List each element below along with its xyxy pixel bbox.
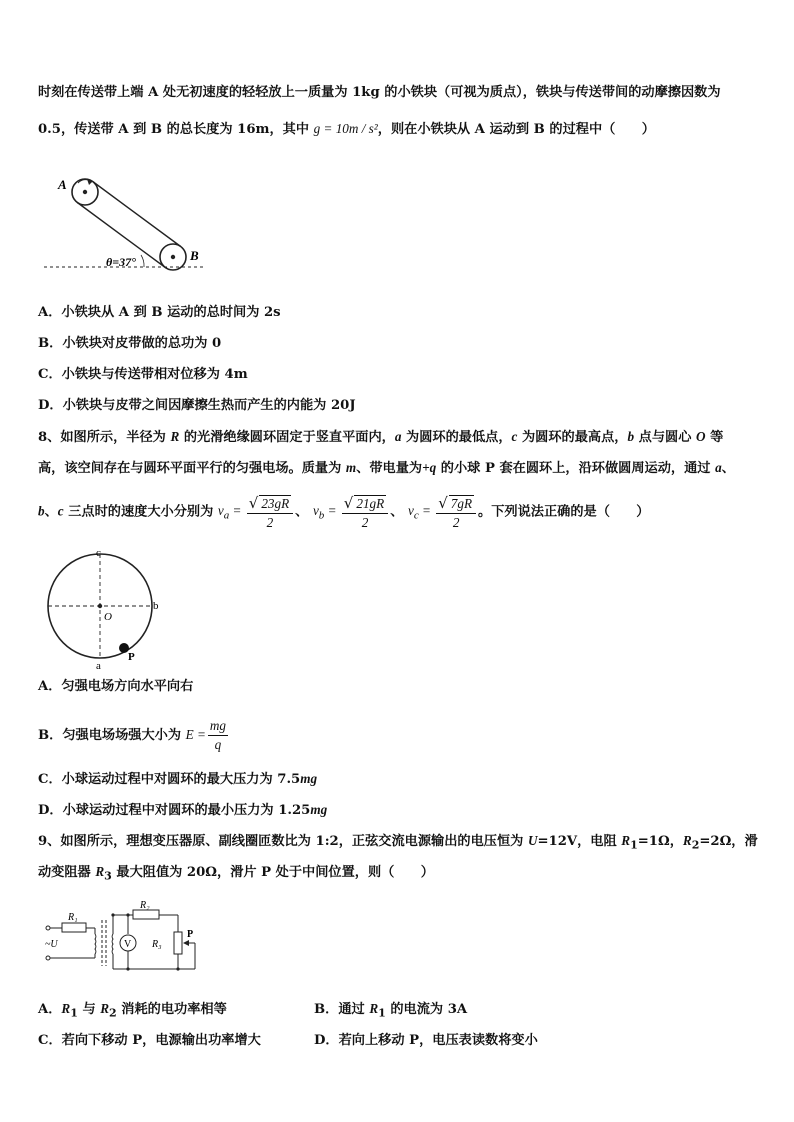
q7-option-d: D．小铁块与皮带之间因摩擦生热而产生的内能为 20J xyxy=(38,398,356,413)
q9-text: 9、如图所示，理想变压器原、副线圈匝数比为 1:2，正弦交流电源输出的电压恒为 xyxy=(38,834,528,849)
q9-var: R xyxy=(682,833,692,848)
voltmeter-label: V xyxy=(124,939,132,950)
q9-text: 与 xyxy=(77,1002,101,1017)
q8-text: 高，该空间存在与圆环平面平行的匀强电场。质量为 xyxy=(38,461,346,476)
q8-text: 等 xyxy=(705,430,724,445)
numerator: mg xyxy=(208,718,228,736)
q8-var: O xyxy=(696,429,706,444)
q9-sub: 1 xyxy=(70,1006,78,1020)
point-b-label: b xyxy=(153,600,159,612)
q9-sub: 1 xyxy=(378,1006,386,1020)
q9-text: 动变阻器 xyxy=(38,865,96,880)
field-fraction xyxy=(208,718,228,753)
angle-label: θ=37° xyxy=(106,255,136,269)
denominator: 2 xyxy=(266,515,274,530)
velocity-c-formula: $v_c$ = $\frac{√ 7gR}{2}$ xyxy=(408,503,478,518)
q8-text: 、 xyxy=(390,504,404,520)
q8-text: 、 xyxy=(721,461,735,476)
r3-label: R₃ xyxy=(152,939,162,950)
q8-var: mg xyxy=(300,771,318,786)
q9-line1 xyxy=(38,834,758,851)
pulley-b-label: B xyxy=(190,248,199,263)
denominator: 2 xyxy=(452,515,460,530)
q8-line3 xyxy=(38,494,649,531)
q9-line2 xyxy=(38,865,434,882)
q9-var: R xyxy=(61,1001,71,1016)
q8-line2 xyxy=(38,461,735,475)
q8-var: c xyxy=(511,429,518,444)
q9-sub: 2 xyxy=(109,1006,117,1020)
q9-text: =2Ω，滑 xyxy=(699,834,758,849)
v-sym: v xyxy=(312,503,319,519)
velocity-b-formula: $v_b$ = $\frac{√ 21gR}{2}$ xyxy=(313,503,390,518)
q8-text: C．小球运动过程中对圆环的最大压力为 7.5 xyxy=(38,772,301,787)
source-u-label: ~U xyxy=(45,939,58,950)
field-symbol: E = xyxy=(185,726,206,742)
denominator: 2 xyxy=(361,515,369,530)
q8-var: c xyxy=(57,503,64,519)
q8-text: 、 xyxy=(44,504,58,520)
pulley-a-label: A xyxy=(58,177,67,192)
q8-line1 xyxy=(38,430,723,444)
q9-text: 最大阻值为 20Ω，滑片 P 处于中间位置，则（ ） xyxy=(111,865,434,880)
q9-sub: 2 xyxy=(691,838,700,852)
q9-option-d: D．若向上移动 P，电压表读数将变小 xyxy=(314,1033,538,1048)
q9-var: U xyxy=(527,833,538,848)
q8-text: 、带电量为 xyxy=(356,461,423,476)
q7-line1: 时刻在传送带上端 A 处无初速度的轻轻放上一质量为 1kg 的小铁块（可视为质点），铁块与传送带间的动摩擦因数为 xyxy=(38,85,721,100)
q7-line2-post: ，则在小铁块从 A 运动到 B 的过程中（ ） xyxy=(377,122,655,137)
q9-var: R xyxy=(100,1001,110,1016)
q8-option-c xyxy=(38,772,317,786)
q7-option-b: B．小铁块对皮带做的总功为 0 xyxy=(38,336,222,351)
radicand: 23gR xyxy=(261,496,290,511)
q7-option-c: C．小铁块与传送带相对位移为 4m xyxy=(38,367,248,382)
v-sub: a xyxy=(223,510,230,523)
q9-sub: 3 xyxy=(104,869,112,883)
q8-var: +q xyxy=(422,460,437,475)
fraction: $\frac{√ 21gR}{2}$ xyxy=(342,494,388,531)
q8-text: D．小球运动过程中对圆环的最小压力为 1.25 xyxy=(38,803,311,818)
q8-var: R xyxy=(170,429,180,444)
fraction: $\frac{√ 23gR}{2}$ xyxy=(247,494,293,531)
q9-option-c: C．若向下移动 P，电源输出功率增大 xyxy=(38,1033,261,1048)
q9-text: =1Ω， xyxy=(637,834,683,849)
q8-option-d xyxy=(38,803,327,817)
fraction: $\frac{√ 7gR}{2}$ xyxy=(436,494,476,531)
q8-text: 为圆环的最高点， xyxy=(517,430,628,445)
v-sym: v xyxy=(217,503,224,519)
transformer-circuit-figure xyxy=(40,898,210,978)
q8-var: mg xyxy=(310,802,328,817)
radicand: 7gR xyxy=(450,496,473,511)
v-sub: b xyxy=(318,510,325,523)
v-sub: c xyxy=(413,510,419,523)
q9-text: B．通过 xyxy=(314,1002,370,1017)
velocity-a-formula: $v_a$ = $\frac{√ 23gR}{2}$ xyxy=(218,503,295,518)
q8-text: 的光滑绝缘圆环固定于竖直平面内， xyxy=(179,430,395,445)
q8-var: b xyxy=(38,503,45,519)
ball-p-label: P xyxy=(128,651,135,663)
center-o-label: O xyxy=(104,611,112,623)
q8-var: a xyxy=(394,429,402,444)
point-a-label: a xyxy=(96,660,101,672)
r2-label: R₂ xyxy=(140,900,150,911)
q9-var: R xyxy=(369,1001,379,1016)
q9-option-b xyxy=(314,1002,467,1019)
q8-var: a xyxy=(715,460,722,475)
q8-text: 为圆环的最低点， xyxy=(401,430,512,445)
q9-text: 的电流为 3A xyxy=(385,1002,468,1017)
q9-text: 消耗的电功率相等 xyxy=(116,1002,227,1017)
r1-label: R₁ xyxy=(68,912,78,923)
point-c-label: c xyxy=(96,547,101,559)
q9-option-a xyxy=(38,1002,227,1019)
q9-text: =12V，电阻 xyxy=(537,834,622,849)
q8-text: 、 xyxy=(295,504,309,520)
q7-line2-pre: 0.5，传送带 A 到 B 的总长度为 16m，其中 xyxy=(38,122,314,137)
q7-line2 xyxy=(38,122,655,136)
denominator: q xyxy=(214,736,222,752)
q8-text: 三点时的速度大小分别为 xyxy=(63,504,218,520)
q7-gravity-formula: g = 10m / s² xyxy=(313,121,378,136)
q8-text: 8、如图所示，半径为 xyxy=(38,430,171,445)
q8-option-a: A．匀强电场方向水平向右 xyxy=(38,679,194,694)
q8-text: 点与圆心 xyxy=(634,430,697,445)
q8-text: 的小球 P 套在圆环上，沿环做圆周运动，通过 xyxy=(436,461,716,476)
ring-figure xyxy=(44,545,174,675)
conveyor-belt-figure xyxy=(40,165,210,275)
q8-text: 。下列说法正确的是（ ） xyxy=(478,504,650,520)
q9-var: R xyxy=(95,864,105,879)
q8-var: b xyxy=(627,429,635,444)
v-sym: v xyxy=(407,503,414,519)
q8-text: B．匀强电场场强大小为 xyxy=(38,727,186,743)
q9-var: R xyxy=(621,833,631,848)
q8-var: m xyxy=(345,460,357,475)
q7-option-a: A．小铁块从 A 到 B 运动的总时间为 2s xyxy=(38,305,281,320)
slider-p-label: P xyxy=(187,929,194,940)
radicand: 21gR xyxy=(356,496,385,511)
q9-text: A． xyxy=(38,1002,62,1017)
q8-option-b xyxy=(38,718,230,753)
q9-sub: 1 xyxy=(630,838,638,852)
